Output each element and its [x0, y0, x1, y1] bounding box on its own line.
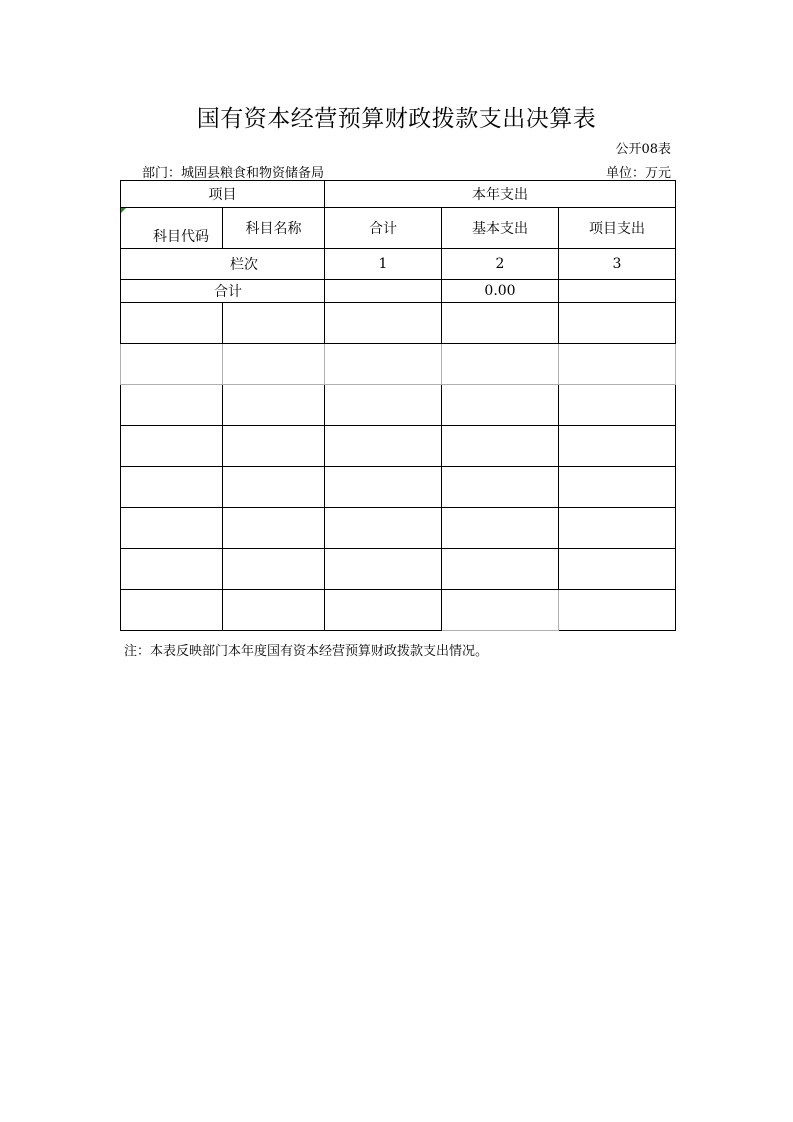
table-cell — [223, 303, 325, 344]
table-cell — [121, 344, 223, 385]
table-cell — [121, 385, 223, 426]
table-cell — [559, 590, 676, 631]
expenditure-table — [120, 180, 676, 631]
table-cell — [121, 590, 223, 631]
page-title: 国有资本经营预算财政拨款支出决算表 — [196, 106, 597, 132]
table-cell — [559, 549, 676, 590]
table-cell — [559, 303, 676, 344]
header-project: 项目支出 — [559, 208, 676, 249]
unit-label: 单位：万元 — [605, 166, 671, 181]
total-basic: 0.00 — [442, 280, 559, 303]
index-3: 3 — [559, 249, 676, 280]
total-total — [325, 280, 442, 303]
table-row — [121, 467, 676, 508]
table-cell — [559, 344, 676, 385]
table-row — [121, 426, 676, 467]
table-cell — [442, 344, 559, 385]
table-row — [121, 385, 676, 426]
index-row — [121, 249, 676, 280]
header-row-2 — [121, 208, 676, 249]
header-item: 项目 — [121, 181, 325, 208]
table-cell — [121, 467, 223, 508]
table-row — [121, 549, 676, 590]
header-subject-code — [121, 208, 223, 249]
table-cell — [325, 426, 442, 467]
table-cell — [223, 385, 325, 426]
table-cell — [223, 344, 325, 385]
table-cell — [325, 467, 442, 508]
header-subject-name: 科目名称 — [223, 208, 325, 249]
table-cell — [559, 467, 676, 508]
table-cell — [223, 426, 325, 467]
department-label: 部门：城固县粮食和物资储备局 — [142, 166, 325, 181]
table-cell — [121, 303, 223, 344]
cell-marker-icon — [121, 208, 126, 213]
table-cell — [442, 426, 559, 467]
table-cell — [325, 344, 442, 385]
table-cell — [223, 508, 325, 549]
header-year-expenditure: 本年支出 — [325, 181, 676, 208]
total-project — [559, 280, 676, 303]
header-subject-code-label: 科目代码 — [153, 229, 209, 245]
index-1: 1 — [325, 249, 442, 280]
footnote: 注：本表反映部门本年度国有资本经营预算财政拨款支出情况。 — [124, 644, 489, 659]
total-row — [121, 280, 676, 303]
table-row — [121, 590, 676, 631]
table-cell — [325, 590, 442, 631]
table-cell — [121, 549, 223, 590]
table-cell — [325, 303, 442, 344]
total-label: 合计 — [121, 280, 325, 303]
table-cell — [559, 385, 676, 426]
table-cell — [442, 385, 559, 426]
table-cell — [121, 426, 223, 467]
table-cell — [442, 549, 559, 590]
table-cell — [442, 508, 559, 549]
table-cell — [325, 549, 442, 590]
table-row — [121, 303, 676, 344]
table-row — [121, 508, 676, 549]
table-cell — [442, 590, 559, 631]
table-cell — [559, 426, 676, 467]
table-cell — [223, 467, 325, 508]
header-total: 合计 — [325, 208, 442, 249]
table-row — [121, 344, 676, 385]
index-2: 2 — [442, 249, 559, 280]
header-basic: 基本支出 — [442, 208, 559, 249]
header-row-1 — [121, 181, 676, 208]
table-cell — [121, 508, 223, 549]
table-cell — [325, 385, 442, 426]
table-cell — [442, 467, 559, 508]
table-cell — [223, 549, 325, 590]
table-cell — [325, 508, 442, 549]
table-cell — [223, 590, 325, 631]
index-label: 栏次 — [121, 249, 325, 280]
table-cell — [442, 303, 559, 344]
form-number: 公开08表 — [615, 142, 671, 157]
table-cell — [559, 508, 676, 549]
